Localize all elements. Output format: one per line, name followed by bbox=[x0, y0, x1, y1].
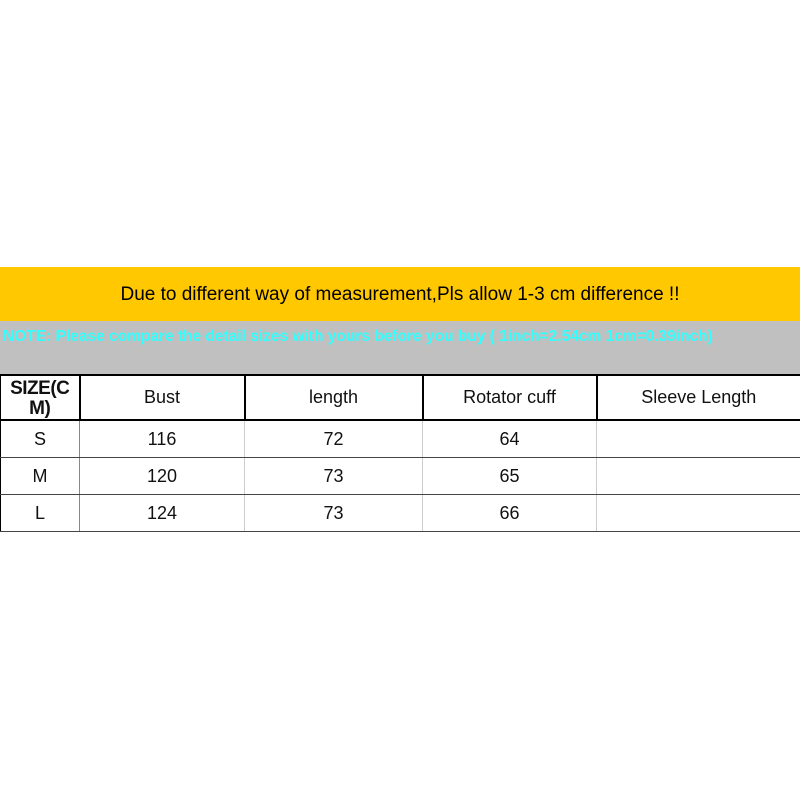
length-cell: 73 bbox=[245, 458, 423, 495]
sleeve-length-cell bbox=[597, 420, 800, 458]
length-cell: 72 bbox=[245, 420, 423, 458]
conversion-note-text: NOTE: Please compare the detail sizes with yours before you buy ( 1inch=2.54cm 1cm=0.39inch) bbox=[3, 328, 713, 345]
header-sleeve-length: Sleeve Length bbox=[597, 375, 800, 420]
header-rotator-cuff: Rotator cuff bbox=[423, 375, 597, 420]
rotator-cuff-cell: 64 bbox=[423, 420, 597, 458]
header-length: length bbox=[245, 375, 423, 420]
bust-cell: 116 bbox=[80, 420, 245, 458]
measurement-notice-banner bbox=[0, 267, 800, 321]
table-row bbox=[1, 495, 800, 532]
length-cell: 73 bbox=[245, 495, 423, 532]
sleeve-length-cell bbox=[597, 495, 800, 532]
rotator-cuff-cell: 65 bbox=[423, 458, 597, 495]
size-cell: M bbox=[1, 458, 80, 495]
header-size: SIZE(CM) bbox=[1, 375, 80, 420]
conversion-note-bar bbox=[0, 321, 800, 374]
rotator-cuff-cell: 66 bbox=[423, 495, 597, 532]
header-bust: Bust bbox=[80, 375, 245, 420]
sleeve-length-cell bbox=[597, 458, 800, 495]
size-cell: S bbox=[1, 420, 80, 458]
measurement-notice-text: Due to different way of measurement,Pls allow 1-3 cm difference !! bbox=[120, 284, 680, 305]
table-header-row bbox=[1, 375, 800, 420]
size-cell: L bbox=[1, 495, 80, 532]
table-row bbox=[1, 458, 800, 495]
bust-cell: 120 bbox=[80, 458, 245, 495]
size-chart-table bbox=[0, 374, 800, 532]
table-row bbox=[1, 420, 800, 458]
bust-cell: 124 bbox=[80, 495, 245, 532]
